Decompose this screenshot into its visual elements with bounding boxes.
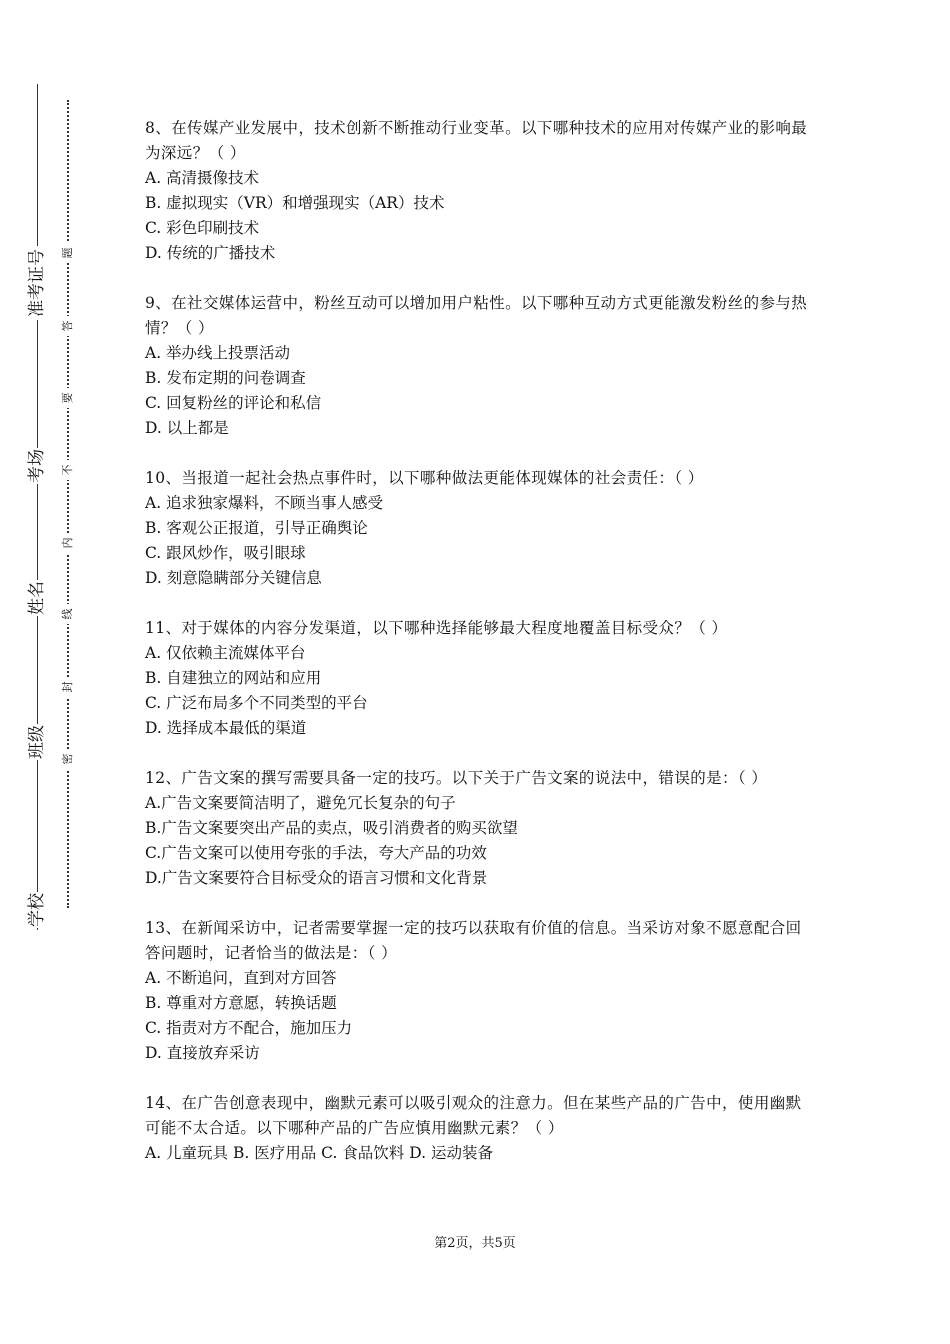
question-11 <box>145 616 815 741</box>
option-b: B.广告文案要突出产品的卖点，吸引消费者的购买欲望 <box>145 819 518 837</box>
question-12 <box>145 766 815 891</box>
option-d: D. 刻意隐瞒部分关键信息 <box>145 569 322 587</box>
seal-char: 答 <box>60 316 76 336</box>
question-stem: 10、当报道一起社会热点事件时，以下哪种做法更能体现媒体的社会责任：（ ） <box>145 469 704 487</box>
question-stem: 14、在广告创意表现中，幽默元素可以吸引观众的注意力。但在某些产品的广告中，使用幽默可能不太合适。以下哪种产品的广告应慎用幽默元素？（ ） <box>145 1094 802 1137</box>
option-d: D.广告文案要符合目标受众的语言习惯和文化背景 <box>145 869 488 887</box>
option-d: D. 传统的广播技术 <box>145 244 276 262</box>
option-b: B. 自建独立的网站和应用 <box>145 669 322 687</box>
option-c: C. 跟风炒作，吸引眼球 <box>145 544 306 562</box>
seal-char: 线 <box>60 604 76 624</box>
page-number: 第2页，共5页 <box>434 1236 516 1251</box>
question-stem: 9、在社交媒体运营中，粉丝互动可以增加用户粘性。以下哪种互动方式更能激发粉丝的参与热情？（ ） <box>145 294 808 337</box>
class-label: 班级 <box>19 724 55 760</box>
question-stem: 13、在新闻采访中，记者需要掌握一定的技巧以获取有价值的信息。当采访对象不愿意配合回答问题时，记者恰当的做法是：（ ） <box>145 919 802 962</box>
option-c: C. 彩色印刷技术 <box>145 219 260 237</box>
option-c: C.广告文案可以使用夸张的手法，夸大产品的功效 <box>145 844 487 862</box>
question-9 <box>145 291 815 441</box>
option-a: A.广告文案要简洁明了，避免冗长复杂的句子 <box>145 794 456 812</box>
option-a: A. 举办线上投票活动 <box>145 344 291 362</box>
name-label: 姓名 <box>19 580 55 616</box>
binding-margin <box>0 0 110 1344</box>
seal-char: 内 <box>60 533 76 553</box>
seal-char: 题 <box>60 243 76 263</box>
exam-room-label: 考场 <box>19 448 55 484</box>
question-13 <box>145 916 815 1066</box>
question-14 <box>145 1091 815 1166</box>
option-b: B. 虚拟现实（VR）和增强现实（AR）技术 <box>145 194 445 212</box>
option-b: B. 客观公正报道，引导正确舆论 <box>145 519 368 537</box>
question-8 <box>145 116 815 266</box>
question-10 <box>145 466 815 591</box>
option-c: C. 回复粉丝的评论和私信 <box>145 394 322 412</box>
option-b: B. 发布定期的问卷调查 <box>145 369 306 387</box>
school-label: 学校 <box>19 892 55 928</box>
question-list <box>145 116 815 1191</box>
option-line: A. 儿童玩具 B. 医疗用品 C. 食品饮料 D. 运动装备 <box>145 1144 493 1162</box>
seal-char: 要 <box>60 388 76 408</box>
option-b: B. 尊重对方意愿，转换话题 <box>145 994 337 1012</box>
question-stem: 8、在传媒产业发展中，技术创新不断推动行业变革。以下哪种技术的应用对传媒产业的影响最为深远？（ ） <box>145 119 808 162</box>
option-c: C. 广泛布局多个不同类型的平台 <box>145 694 368 712</box>
option-a: A. 仅依赖主流媒体平台 <box>145 644 306 662</box>
seal-dotted-line <box>67 100 69 908</box>
question-stem: 12、广告文案的撰写需要具备一定的技巧。以下关于广告文案的说法中，错误的是：（ ） <box>145 769 768 787</box>
option-c: C. 指责对方不配合，施加压力 <box>145 1019 353 1037</box>
option-a: A. 不断追问，直到对方回答 <box>145 969 337 987</box>
option-a: A. 追求独家爆料，不顾当事人感受 <box>145 494 384 512</box>
seal-char: 密 <box>60 749 76 769</box>
option-d: D. 以上都是 <box>145 419 229 437</box>
option-d: D. 直接放弃采访 <box>145 1044 260 1062</box>
seal-char: 不 <box>60 460 76 480</box>
option-d: D. 选择成本最低的渠道 <box>145 719 307 737</box>
question-stem: 11、对于媒体的内容分发渠道，以下哪种选择能够最大程度地覆盖目标受众？（ ） <box>145 619 728 637</box>
binding-solid-line <box>37 84 38 930</box>
seal-char: 封 <box>60 677 76 697</box>
exam-number-label: 准考证号 <box>19 246 55 320</box>
option-a: A. 高清摄像技术 <box>145 169 260 187</box>
